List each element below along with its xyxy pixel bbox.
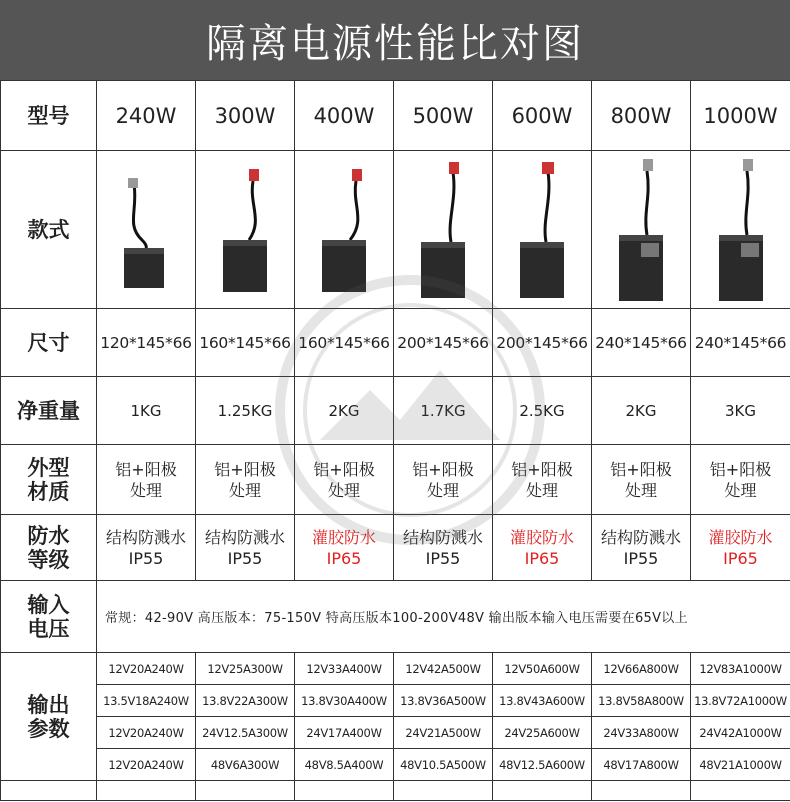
input-voltage-row bbox=[1, 581, 790, 653]
comparison-table bbox=[0, 80, 790, 801]
power-supply-device-image bbox=[116, 170, 176, 290]
input-voltage-label: 输入 电压 bbox=[1, 581, 97, 653]
output-cell: 12V33A400W bbox=[295, 653, 394, 685]
material-cell: 铝+阳极 处理 bbox=[592, 445, 691, 515]
model-cell: 1000W bbox=[691, 81, 790, 151]
output-cell: 24V42A1000W bbox=[691, 717, 790, 749]
output-cell: 12V83A1000W bbox=[691, 653, 790, 685]
input-voltage-text: 常规：42-90V 高压版本：75-150V 特高压版本100-200V48V 输出版本输入电压需要在65V以上 bbox=[97, 581, 790, 653]
weight-cell: 1.7KG bbox=[394, 377, 493, 445]
model-cell: 800W bbox=[592, 81, 691, 151]
weight-row bbox=[1, 377, 790, 445]
output-cell: 48V17A800W bbox=[592, 749, 691, 781]
weight-cell: 2KG bbox=[295, 377, 394, 445]
output-cell: 13.8V22A300W bbox=[196, 685, 295, 717]
power-supply-device-image bbox=[611, 157, 671, 303]
output-cell: 13.8V72A1000W bbox=[691, 685, 790, 717]
material-cell: 铝+阳极 处理 bbox=[493, 445, 592, 515]
weight-cell: 3KG bbox=[691, 377, 790, 445]
output-row bbox=[1, 653, 790, 685]
power-supply-device-image bbox=[512, 160, 572, 300]
model-cell: 600W bbox=[493, 81, 592, 151]
size-cell: 240*145*66 bbox=[691, 309, 790, 377]
output-cell: 13.5V18A240W bbox=[97, 685, 196, 717]
size-cell: 240*145*66 bbox=[592, 309, 691, 377]
waterproof-row bbox=[1, 515, 790, 581]
table-tail-row bbox=[1, 781, 790, 801]
output-cell: 24V25A600W bbox=[493, 717, 592, 749]
material-label: 外型 材质 bbox=[1, 445, 97, 515]
size-row bbox=[1, 309, 790, 377]
waterproof-cell: 结构防溅水 IP55 bbox=[394, 515, 493, 581]
waterproof-cell: 灌胶防水 IP65 bbox=[691, 515, 790, 581]
weight-cell: 2KG bbox=[592, 377, 691, 445]
output-cell: 13.8V43A600W bbox=[493, 685, 592, 717]
size-cell: 120*145*66 bbox=[97, 309, 196, 377]
material-row bbox=[1, 445, 790, 515]
waterproof-cell: 结构防溅水 IP55 bbox=[592, 515, 691, 581]
model-cell: 240W bbox=[97, 81, 196, 151]
output-cell: 13.8V36A500W bbox=[394, 685, 493, 717]
waterproof-cell: 灌胶防水 IP65 bbox=[493, 515, 592, 581]
output-cell: 13.8V58A800W bbox=[592, 685, 691, 717]
model-label: 型号 bbox=[1, 81, 97, 151]
material-cell: 铝+阳极 处理 bbox=[295, 445, 394, 515]
output-cell: 12V20A240W bbox=[97, 653, 196, 685]
product-image-cell bbox=[295, 151, 394, 309]
size-cell: 160*145*66 bbox=[196, 309, 295, 377]
model-row bbox=[1, 81, 790, 151]
size-cell: 200*145*66 bbox=[493, 309, 592, 377]
output-cell: 12V66A800W bbox=[592, 653, 691, 685]
output-cell: 48V10.5A500W bbox=[394, 749, 493, 781]
size-label: 尺寸 bbox=[1, 309, 97, 377]
output-cell: 12V25A300W bbox=[196, 653, 295, 685]
product-image-cell bbox=[394, 151, 493, 309]
output-cell: 12V50A600W bbox=[493, 653, 592, 685]
output-cell: 24V21A500W bbox=[394, 717, 493, 749]
product-image-cell bbox=[493, 151, 592, 309]
output-cell: 13.8V30A400W bbox=[295, 685, 394, 717]
output-cell: 12V20A240W bbox=[97, 749, 196, 781]
model-cell: 400W bbox=[295, 81, 394, 151]
size-cell: 160*145*66 bbox=[295, 309, 394, 377]
output-cell: 48V21A1000W bbox=[691, 749, 790, 781]
material-cell: 铝+阳极 处理 bbox=[97, 445, 196, 515]
weight-label: 净重量 bbox=[1, 377, 97, 445]
waterproof-cell: 结构防溅水 IP55 bbox=[97, 515, 196, 581]
product-image-cell bbox=[691, 151, 790, 309]
output-row bbox=[1, 685, 790, 717]
output-cell: 24V17A400W bbox=[295, 717, 394, 749]
product-image-cell bbox=[592, 151, 691, 309]
power-supply-device-image bbox=[215, 165, 275, 295]
weight-cell: 1KG bbox=[97, 377, 196, 445]
model-cell: 300W bbox=[196, 81, 295, 151]
power-supply-device-image bbox=[314, 165, 374, 295]
product-image-cell bbox=[97, 151, 196, 309]
output-cell: 48V6A300W bbox=[196, 749, 295, 781]
page-title: 隔离电源性能比对图 bbox=[0, 0, 790, 80]
weight-cell: 2.5KG bbox=[493, 377, 592, 445]
output-cell: 48V12.5A600W bbox=[493, 749, 592, 781]
style-row bbox=[1, 151, 790, 309]
style-label: 款式 bbox=[1, 151, 97, 309]
output-cell: 24V33A800W bbox=[592, 717, 691, 749]
waterproof-cell: 灌胶防水 IP65 bbox=[295, 515, 394, 581]
output-row bbox=[1, 717, 790, 749]
output-cell: 24V12.5A300W bbox=[196, 717, 295, 749]
size-cell: 200*145*66 bbox=[394, 309, 493, 377]
material-cell: 铝+阳极 处理 bbox=[394, 445, 493, 515]
output-label: 输出 参数 bbox=[1, 653, 97, 781]
product-image-cell bbox=[196, 151, 295, 309]
waterproof-cell: 结构防溅水 IP55 bbox=[196, 515, 295, 581]
waterproof-label: 防水 等级 bbox=[1, 515, 97, 581]
output-cell: 12V20A240W bbox=[97, 717, 196, 749]
power-supply-device-image bbox=[711, 157, 771, 303]
power-supply-device-image bbox=[413, 160, 473, 300]
weight-cell: 1.25KG bbox=[196, 377, 295, 445]
material-cell: 铝+阳极 处理 bbox=[196, 445, 295, 515]
output-row bbox=[1, 749, 790, 781]
model-cell: 500W bbox=[394, 81, 493, 151]
output-cell: 12V42A500W bbox=[394, 653, 493, 685]
material-cell: 铝+阳极 处理 bbox=[691, 445, 790, 515]
output-cell: 48V8.5A400W bbox=[295, 749, 394, 781]
